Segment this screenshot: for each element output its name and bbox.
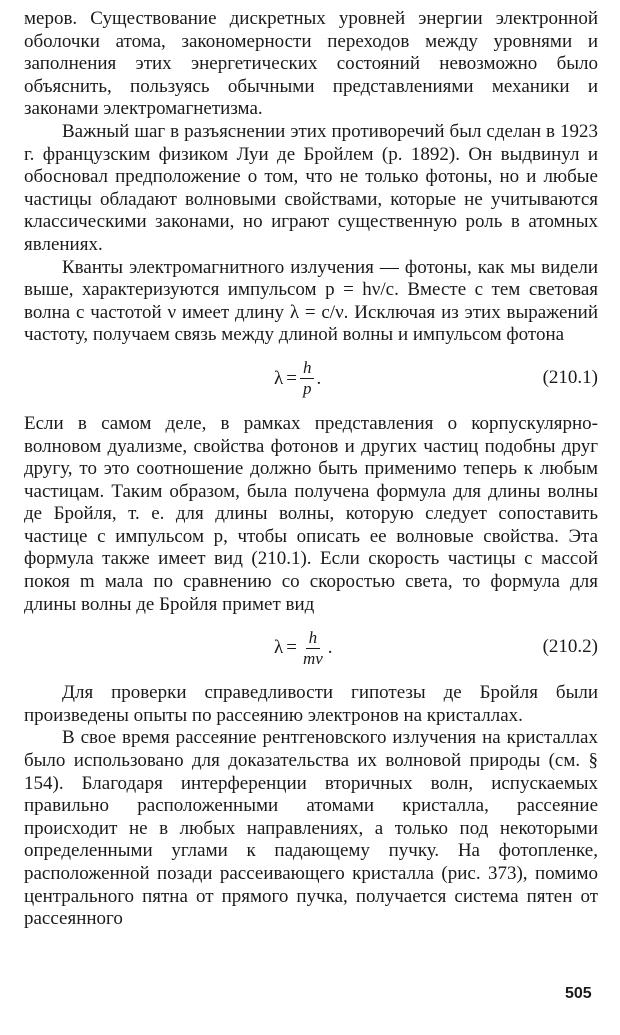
formula-fraction: [300, 358, 315, 399]
equation-number: (210.2): [542, 636, 598, 658]
formula-210-1: [24, 353, 598, 405]
formula-expression: [274, 357, 321, 401]
page-number: 505: [565, 985, 592, 1002]
paragraph-5: Для проверки справедливости гипотезы де Бройля были произведены опыты по рассеянию электронов на кристаллах.: [24, 682, 598, 726]
formula-period: .: [327, 637, 333, 659]
formula-numerator: h: [306, 628, 321, 649]
paragraph-3: Кванты электромагнитного излучения — фотоны, как мы видели выше, характеризуются импульсом p = hν/c. Вместе с тем световая волна с частотой ν имеет длину λ = c/ν. Исключая из этих выражений частоту, получаем связь между длиной волны и импульсом фотона: [24, 256, 598, 346]
formula-equals: =: [286, 367, 297, 389]
formula-numerator: h: [300, 358, 315, 379]
equation-number: (210.1): [542, 366, 598, 388]
formula-lhs: λ: [274, 367, 284, 389]
paragraph-1: меров. Существование дискретных уровней энергии электронной оболочки атома, закономерности переходов между уровнями и заполнения этих энергетических состояний невозможно было объяснить, пользуясь обычными представлениями механики и законами электромагнетизма.: [24, 8, 598, 120]
paragraph-6: В свое время рассеяние рентгеновского излучения на кристаллах было использовано для доказательства их волновой природы (см. § 154). Благодаря интерференции вторичных волн, испускаемых правильно расположенными атомами кристалла, рассеяние происходит не в любых направлениях, а только под некоторыми определенными углами к падающему пучку. На фотопленке, расположенной позади рассеивающего кристалла (рис. 373), помимо центрального пятна от прямого пучка, получается система пятен от рассеянного: [24, 727, 598, 930]
page-body: [24, 8, 598, 931]
formula-denominator: p: [302, 379, 312, 399]
paragraph-2: Важный шаг в разъяснении этих противоречий был сделан в 1923 г. французским физиком Луи де Бройлем (р. 1892). Он выдвинул и обосновал предположение о том, что не только фотоны, но и любые частицы обладают волновыми свойствами, которые не учитываются классическими законами, но играют существенную роль в атомных явлениях.: [24, 120, 598, 255]
formula-period: .: [316, 367, 322, 389]
formula-fraction: [300, 628, 326, 669]
formula-lhs: λ: [274, 637, 284, 659]
paragraph-4: Если в самом деле, в рамках представления о корпускулярно-волновом дуализме, свойства фотонов и других частиц подобны друг другу, то это соотношение должно быть применимо теперь к любым частицам. Таким образом, была получена формула для длины волны де Бройля, т. е. для длины волны, которую следует сопоставить частице с импульсом p, чтобы описать ее волновые свойства. Эта формула также имеет вид (210.1). Если скорость частицы с массой покоя m мала по сравнению со скоростью света, то формула для длины волны де Бройля примет вид: [24, 412, 598, 615]
formula-equals: =: [286, 637, 297, 659]
formula-denominator: mv: [302, 648, 323, 668]
formula-210-2: [24, 622, 598, 674]
formula-expression: [274, 626, 333, 670]
